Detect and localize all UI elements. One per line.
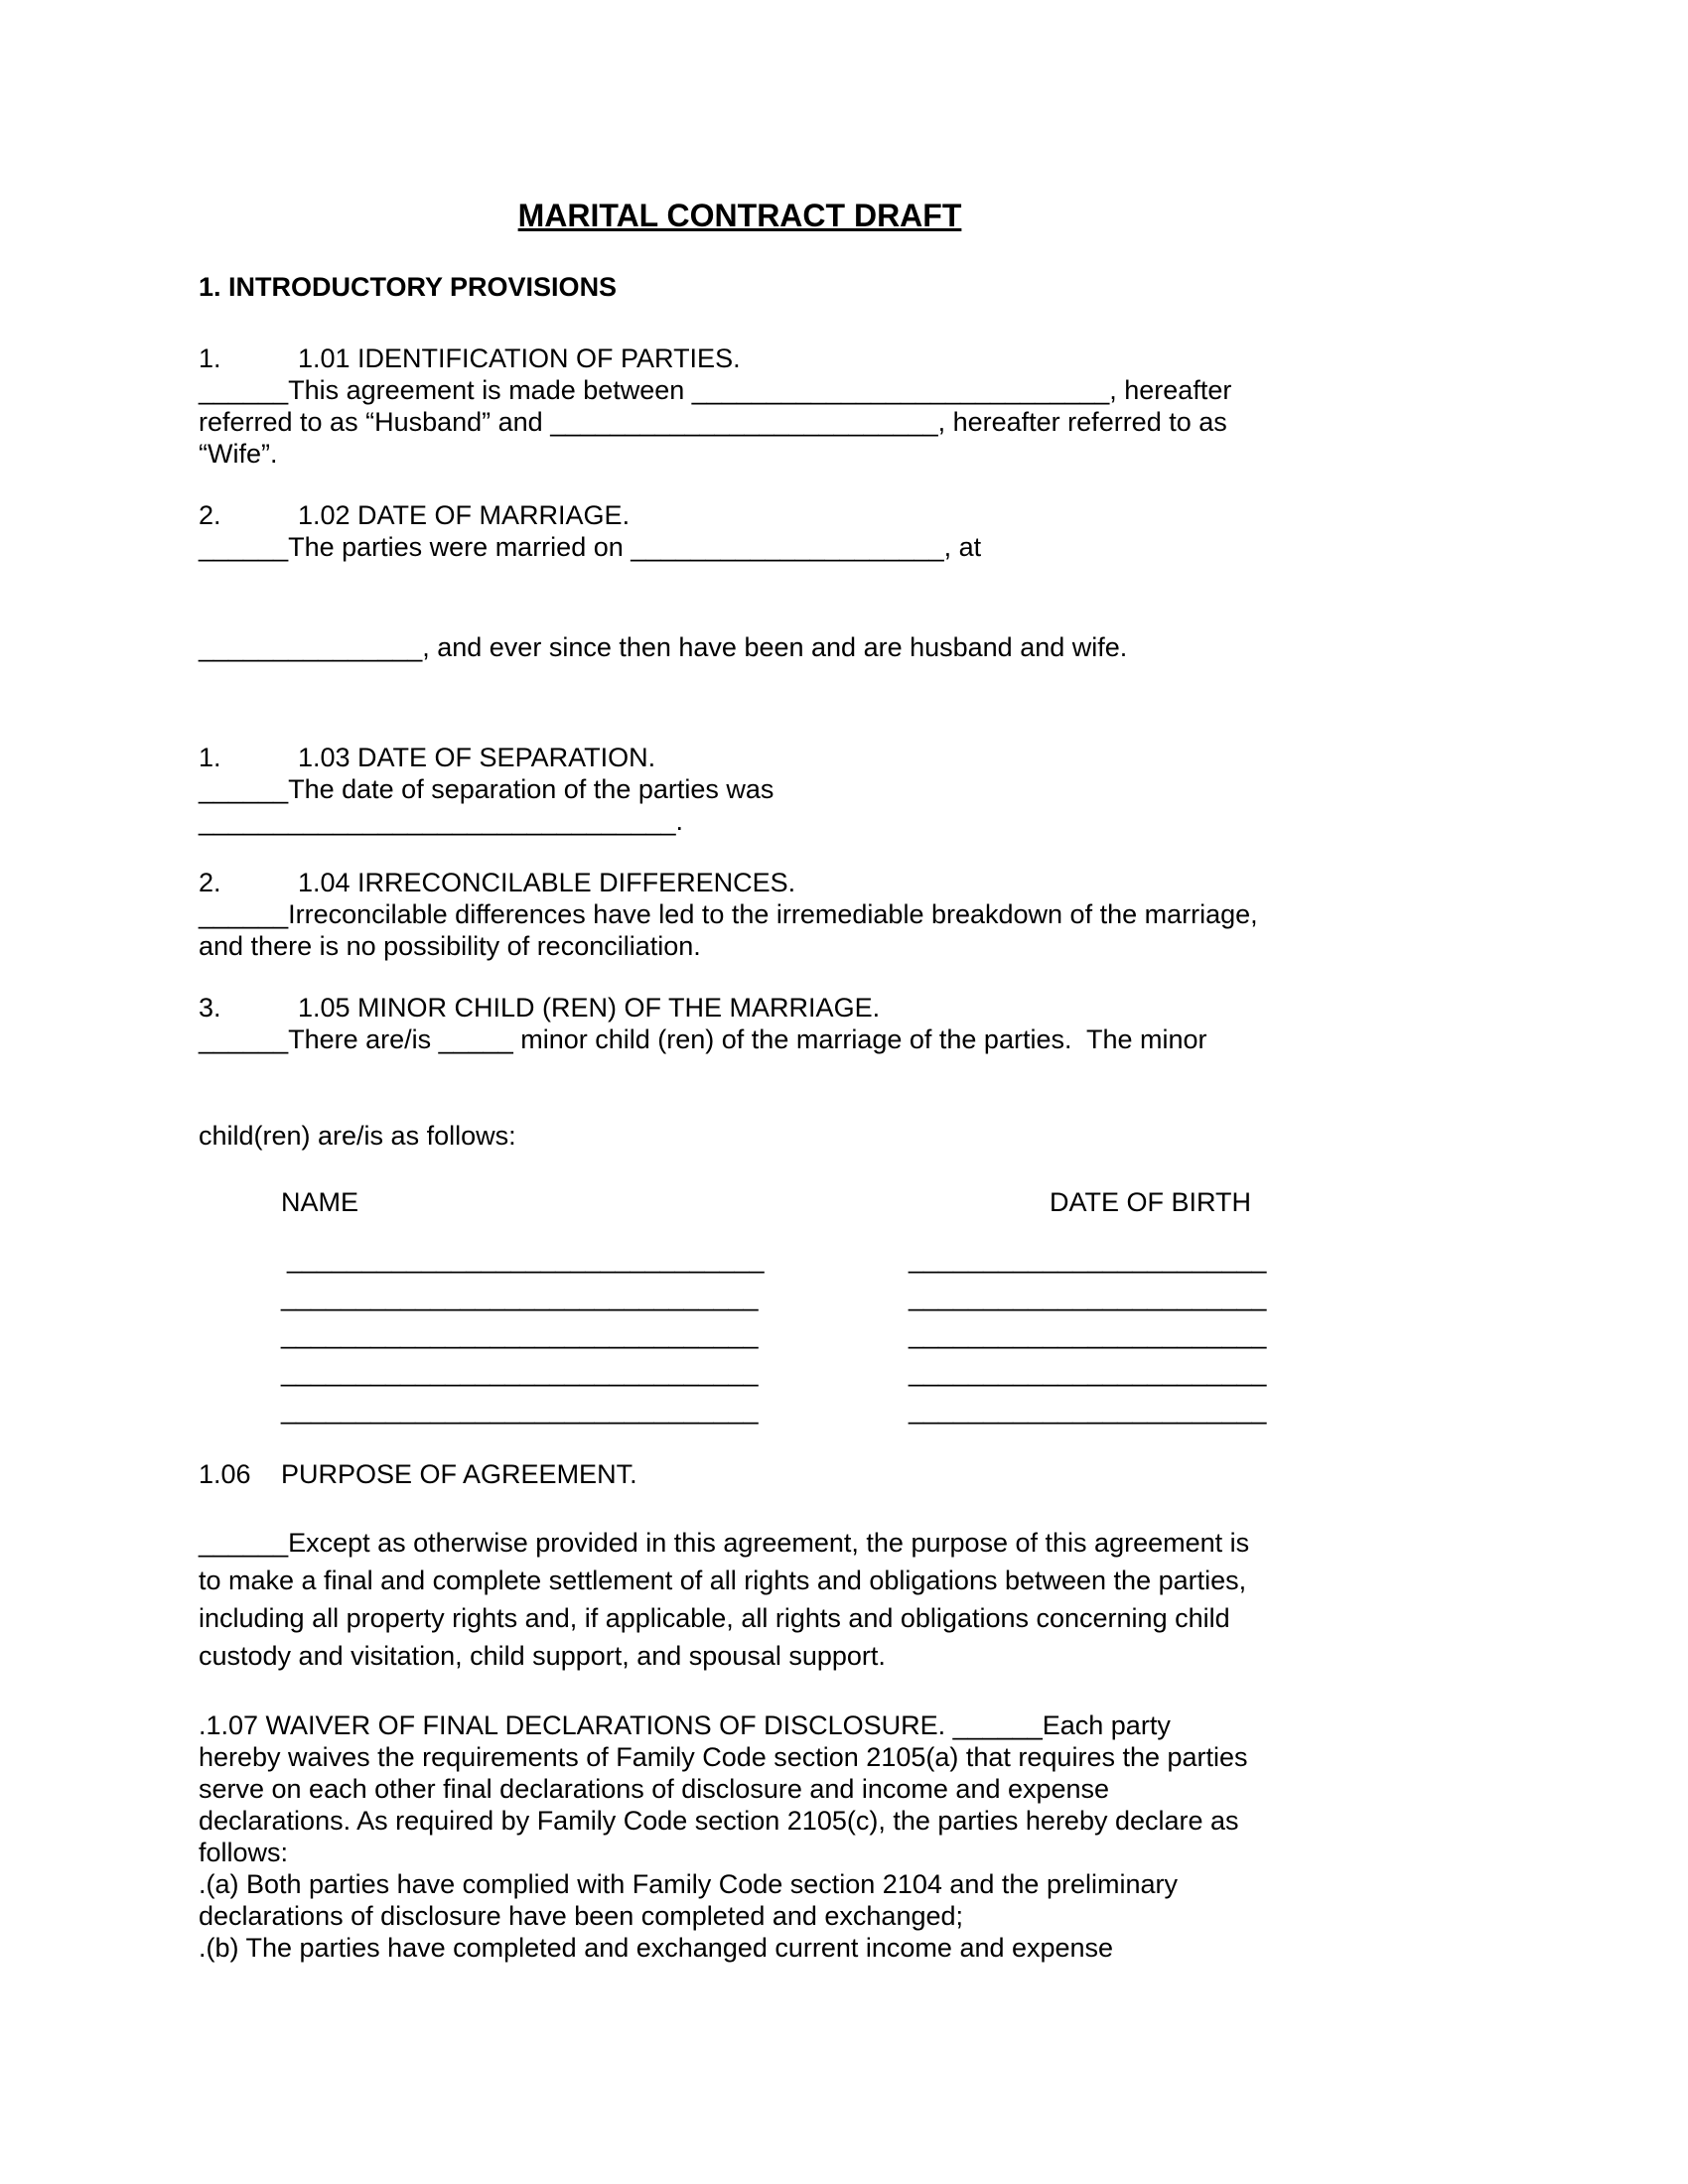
dob-column-header: DATE OF BIRTH bbox=[1050, 1187, 1252, 1217]
section-1-06-heading bbox=[199, 1458, 637, 1490]
child-dob-blank: ________________________ bbox=[909, 1244, 1267, 1274]
text-line: “Wife”. bbox=[199, 439, 278, 469]
child-name-blank: ________________________________ bbox=[281, 1282, 759, 1311]
text-line: ______Except as otherwise provided in this agreement, the purpose of this agreement is bbox=[199, 1528, 1250, 1558]
child-name-blank: ________________________________ bbox=[281, 1395, 759, 1425]
section-number: 2. bbox=[199, 868, 221, 897]
text-line: ______The parties were married on _____________________, at bbox=[199, 532, 982, 562]
text-line: ______The date of separation of the parties was bbox=[199, 774, 774, 804]
section-title: 1.02 DATE OF MARRIAGE. bbox=[298, 500, 631, 530]
section-number: 2. bbox=[199, 500, 221, 530]
text-line: serve on each other final declarations of disclosure and income and expense bbox=[199, 1774, 1110, 1804]
section-1-05-heading bbox=[199, 992, 880, 1024]
section-1-04-heading bbox=[199, 867, 795, 898]
section-1-07-text: .1.07 WAIVER OF FINAL DECLARATIONS OF DISCLOSURE. ______Each party bbox=[199, 1710, 1171, 1740]
text-line: ______There are/is _____ minor child (ren) of the marriage of the parties. The minor bbox=[199, 1024, 1207, 1054]
section-1-01-heading bbox=[199, 342, 741, 374]
text-line: ________________________________. bbox=[199, 806, 684, 836]
section-title: 1.03 DATE OF SEPARATION. bbox=[298, 743, 656, 772]
section-title: 1.05 MINOR CHILD (REN) OF THE MARRIAGE. bbox=[298, 993, 881, 1023]
name-column-header: NAME bbox=[281, 1187, 359, 1217]
section-title: 1.01 IDENTIFICATION OF PARTIES. bbox=[298, 343, 741, 373]
section-number: 3. bbox=[199, 993, 221, 1023]
child-dob-blank: ________________________ bbox=[909, 1357, 1267, 1387]
text-line: child(ren) are/is as follows: bbox=[199, 1121, 516, 1151]
section-number: 1.06 bbox=[199, 1459, 251, 1489]
text-line: ______This agreement is made between ____________________________, hereafter bbox=[199, 375, 1232, 405]
text-line: follows: bbox=[199, 1838, 289, 1867]
text-line: declarations of disclosure have been completed and exchanged; bbox=[199, 1901, 964, 1931]
section-1-03-heading bbox=[199, 742, 655, 773]
section-title: PURPOSE OF AGREEMENT. bbox=[281, 1459, 637, 1489]
section-title: 1.04 IRRECONCILABLE DIFFERENCES. bbox=[298, 868, 796, 897]
text-line: .(b) The parties have completed and exchanged current income and expense bbox=[199, 1933, 1114, 1963]
document-title: MARITAL CONTRACT DRAFT bbox=[517, 198, 962, 233]
child-dob-blank: ________________________ bbox=[909, 1282, 1267, 1311]
text-line: and there is no possibility of reconciliation. bbox=[199, 931, 701, 961]
text-line: hereby waives the requirements of Family Code section 2105(a) that requires the parties bbox=[199, 1742, 1248, 1772]
text-line: including all property rights and, if applicable, all rights and obligations concerning child bbox=[199, 1603, 1230, 1633]
text-line: declarations. As required by Family Code section 2105(c), the parties hereby declare as bbox=[199, 1806, 1239, 1836]
child-dob-blank: ________________________ bbox=[909, 1395, 1267, 1425]
text-line: _______________, and ever since then have been and are husband and wife. bbox=[199, 632, 1128, 662]
child-name-blank: ________________________________ bbox=[287, 1244, 765, 1274]
text-line: custody and visitation, child support, and spousal support. bbox=[199, 1641, 886, 1671]
section-1-02-heading bbox=[199, 499, 630, 531]
section-number: 1. bbox=[199, 743, 221, 772]
text-line: to make a final and complete settlement of all rights and obligations between the parties, bbox=[199, 1566, 1247, 1595]
child-name-blank: ________________________________ bbox=[281, 1319, 759, 1349]
section-number: 1. bbox=[199, 343, 221, 373]
text-line: .(a) Both parties have complied with Family Code section 2104 and the preliminary bbox=[199, 1869, 1178, 1899]
child-name-blank: ________________________________ bbox=[281, 1357, 759, 1387]
text-line: referred to as “Husband” and __________________________, hereafter referred to as bbox=[199, 407, 1227, 437]
text-line: ______Irreconcilable differences have led to the irremediable breakdown of the marriage, bbox=[199, 899, 1258, 929]
child-dob-blank: ________________________ bbox=[909, 1319, 1267, 1349]
section-heading: 1. INTRODUCTORY PROVISIONS bbox=[199, 272, 618, 302]
